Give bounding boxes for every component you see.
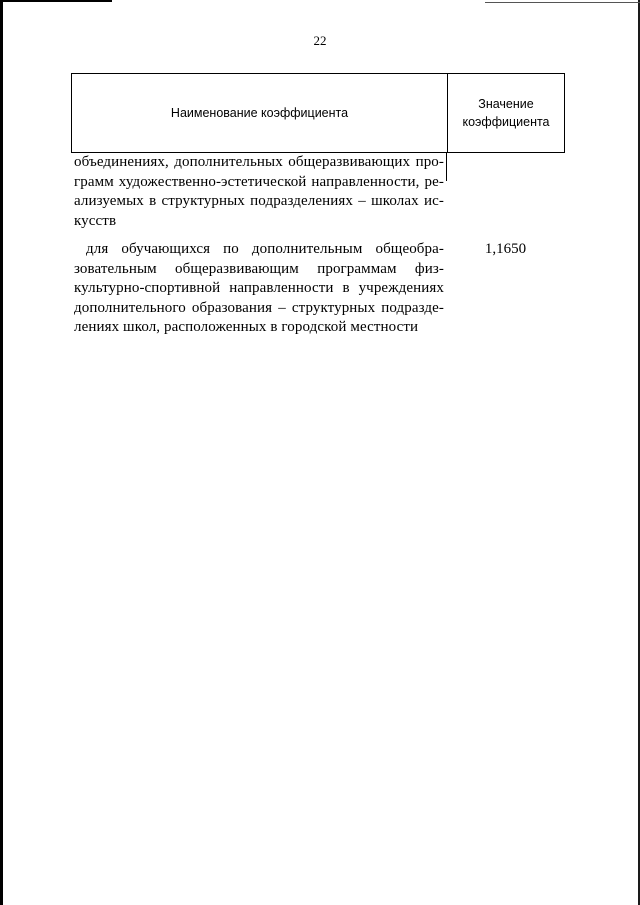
- text-line: объединениях, дополнительных общеразвивающих про-: [74, 154, 444, 170]
- text-line: лениях школ, расположенных в городской местности: [74, 319, 419, 335]
- text-line: ализуемых в структурных подразделениях – школах ис-: [74, 193, 444, 209]
- coefficient-value-2: 1,1650: [484, 241, 527, 257]
- header-value-line-2: коэффициента: [462, 115, 550, 129]
- text-line: грамм художественно-эстетической направленности, ре-: [74, 173, 444, 190]
- coefficient-description-1: [74, 153, 444, 231]
- table-header: [71, 73, 565, 153]
- header-value-line-1: Значение: [478, 97, 534, 111]
- header-value-column: [448, 74, 564, 152]
- text-line: дополнительного образования – структурных подразде-: [74, 299, 444, 316]
- scan-corner-top-right: [485, 2, 640, 3]
- text-line: зовательным общеразвивающим программам физ-: [74, 260, 444, 277]
- scan-corner-top: [0, 0, 112, 2]
- scan-edge-left: [0, 0, 3, 905]
- text-line: культурно-спортивной направленности в учреждениях: [74, 280, 444, 296]
- text-line: для обучающихся по дополнительным общеобра-: [86, 241, 444, 257]
- header-name-column: Наименование коэффициента: [72, 74, 448, 152]
- page-number: 22: [313, 33, 327, 48]
- text-line: кусств: [74, 212, 117, 229]
- column-divider: [446, 153, 447, 181]
- coefficient-description-2: [74, 240, 444, 338]
